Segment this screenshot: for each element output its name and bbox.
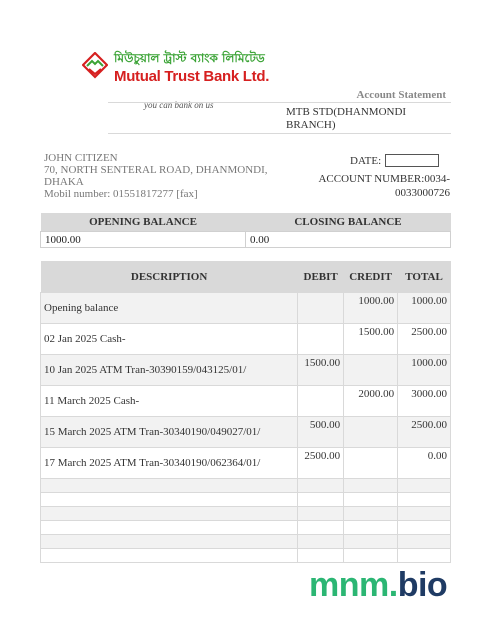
balance-table bbox=[40, 213, 451, 248]
row-total: 2500.00 bbox=[398, 324, 451, 355]
row-debit: 2500.00 bbox=[298, 448, 344, 479]
row-total: 1000.00 bbox=[398, 293, 451, 324]
row-credit: 1000.00 bbox=[344, 293, 398, 324]
row-credit: 2000.00 bbox=[344, 386, 398, 417]
table-row bbox=[41, 293, 451, 324]
date-label: DATE: bbox=[350, 154, 382, 167]
branch-name: MTB STD(DHANMONDI BRANCH) bbox=[286, 106, 407, 131]
customer-mobile: Mobil number: 01551817277 [fax] bbox=[44, 188, 198, 200]
row-description: 10 Jan 2025 ATM Tran-30390159/043125/01/ bbox=[41, 355, 298, 386]
watermark-part-2: bio bbox=[397, 566, 448, 604]
row-debit bbox=[298, 386, 344, 417]
row-description: 11 March 2025 Cash- bbox=[41, 386, 298, 417]
row-total: 3000.00 bbox=[398, 386, 451, 417]
row-debit bbox=[298, 324, 344, 355]
divider bbox=[108, 102, 451, 103]
empty-row bbox=[41, 535, 451, 549]
empty-row bbox=[41, 507, 451, 521]
row-total: 1000.00 bbox=[398, 355, 451, 386]
description-header: DESCRIPTION bbox=[41, 261, 298, 293]
statement-title: Account Statement bbox=[356, 89, 446, 101]
table-row bbox=[41, 355, 451, 386]
date-row bbox=[350, 154, 439, 167]
transactions-table bbox=[40, 261, 451, 563]
empty-row bbox=[41, 521, 451, 535]
watermark-part-1: mnm. bbox=[309, 566, 398, 604]
total-header: TOTAL bbox=[398, 261, 451, 293]
row-description: 02 Jan 2025 Cash- bbox=[41, 324, 298, 355]
bank-logo-icon bbox=[82, 52, 108, 82]
row-credit bbox=[344, 448, 398, 479]
empty-row bbox=[41, 479, 451, 493]
credit-header: CREDIT bbox=[344, 261, 398, 293]
bank-name: Mutual Trust Bank Ltd. bbox=[114, 68, 270, 85]
bank-tagline: you can bank on us bbox=[144, 100, 214, 110]
row-credit: 1500.00 bbox=[344, 324, 398, 355]
table-row bbox=[41, 324, 451, 355]
row-credit bbox=[344, 355, 398, 386]
row-description: 17 March 2025 ATM Tran-30340190/062364/01/ bbox=[41, 448, 298, 479]
row-debit bbox=[298, 293, 344, 324]
row-description: Opening balance bbox=[41, 293, 298, 324]
row-debit: 500.00 bbox=[298, 417, 344, 448]
row-total: 2500.00 bbox=[398, 417, 451, 448]
table-row bbox=[41, 386, 451, 417]
divider bbox=[108, 133, 451, 134]
empty-row bbox=[41, 493, 451, 507]
opening-balance-header: OPENING BALANCE bbox=[41, 213, 246, 232]
customer-info bbox=[44, 152, 284, 200]
bank-logo bbox=[80, 48, 270, 118]
closing-balance-value: 0.00 bbox=[246, 232, 451, 248]
opening-balance-value: 1000.00 bbox=[41, 232, 246, 248]
table-row bbox=[41, 448, 451, 479]
empty-row bbox=[41, 549, 451, 563]
watermark bbox=[309, 566, 447, 605]
account-number: ACCOUNT NUMBER:0034-0033000726 bbox=[318, 173, 450, 199]
customer-name: JOHN CITIZEN bbox=[44, 152, 118, 164]
row-credit bbox=[344, 417, 398, 448]
row-debit: 1500.00 bbox=[298, 355, 344, 386]
closing-balance-header: CLOSING BALANCE bbox=[246, 213, 451, 232]
table-row bbox=[41, 417, 451, 448]
debit-header: DEBIT bbox=[298, 261, 344, 293]
bank-name-bengali: মিউচুয়াল ট্রাস্ট ব্যাংক লিমিটেড bbox=[114, 51, 265, 65]
row-description: 15 March 2025 ATM Tran-30340190/049027/01/ bbox=[41, 417, 298, 448]
row-total: 0.00 bbox=[398, 448, 451, 479]
date-field[interactable] bbox=[385, 154, 439, 167]
customer-address: 70, NORTH SENTERAL ROAD, DHANMONDI, DHAKA bbox=[44, 164, 268, 188]
